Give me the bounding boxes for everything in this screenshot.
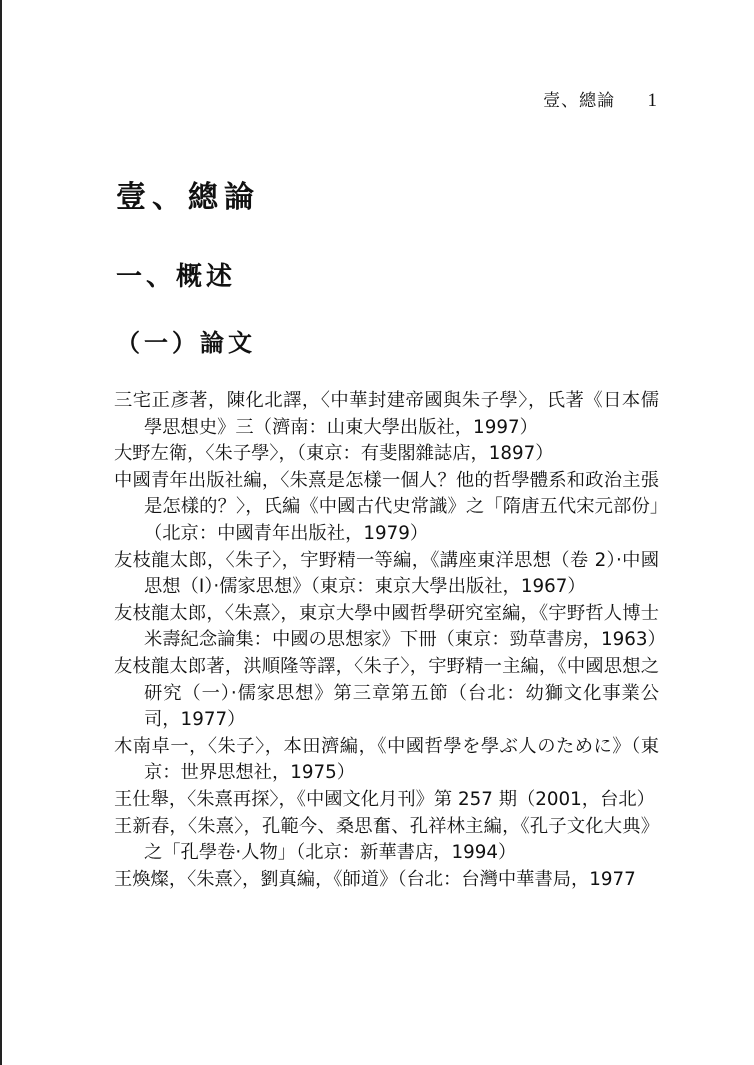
running-header xyxy=(543,86,658,112)
bibliography-entry: 友枝龍太郎著，洪順隆等譯，〈朱子〉，宇野精一主編，《中國思想之研究（一）‧儒家思想》第三章第五節（台北：幼獅文化事業公司，1977） xyxy=(114,655,659,731)
bibliography-entry: 王煥燦，〈朱熹〉，劉真編，《師道》（台北：台灣中華書局，1977 xyxy=(114,868,636,890)
bibliography-entry: 友枝龍太郎，〈朱熹〉，東京大學中國哲學研究室編，《宇野哲人博士米壽紀念論集：中國の思想家》下冊（東京：勁草書房，1963） xyxy=(114,602,666,651)
running-header-title: 壹、總論 xyxy=(543,91,616,111)
bibliography-entry: 友枝龍太郎，〈朱子〉，宇野精一等編，《講座東洋思想（卷 2）‧中國思想（Ⅰ）‧儒家思想》（東京：東京大學出版社，1967） xyxy=(114,549,659,598)
bibliography-entry: 三宅正彥著，陳化北譯，〈中華封建帝國與朱子學〉，氏著《日本儒學思想史》三（濟南：山東大學出版社，1997） xyxy=(114,390,659,438)
chapter-title: 壹、總論 xyxy=(116,180,260,215)
bibliography-entry: 大野左衛，〈朱子學〉，（東京：有斐閣雜誌店，1897） xyxy=(114,443,554,465)
page-number: 1 xyxy=(647,90,658,111)
bibliography-entry: 王仕舉，〈朱熹再探〉，《中國文化月刊》第 257 期（2001，台北） xyxy=(114,788,655,810)
bibliography-entry: 王新春，〈朱熹〉，孔範今、桑思奮、孔祥林主編，《孔子文化大典》之「孔學卷‧人物」（北京：新華書店，1994） xyxy=(114,815,659,864)
bibliography-entry: 中國青年出版社編，〈朱熹是怎樣一個人？他的哲學體系和政治主張是怎樣的？〉，氏編《中國古代史常識》之「隋唐五代宋元部份」（北京：中國青年出版社，1979） xyxy=(114,469,659,544)
subsection-title: （一）論文 xyxy=(116,328,256,357)
bibliography-entry: 木南卓一，〈朱子〉，本田濟編，《中國哲學を學ぶ人のために》（東京：世界思想社，1975） xyxy=(114,735,659,784)
page-left-edge-rule xyxy=(0,0,2,1065)
bibliography-list xyxy=(114,388,666,893)
section-title: 一、概述 xyxy=(116,262,237,292)
